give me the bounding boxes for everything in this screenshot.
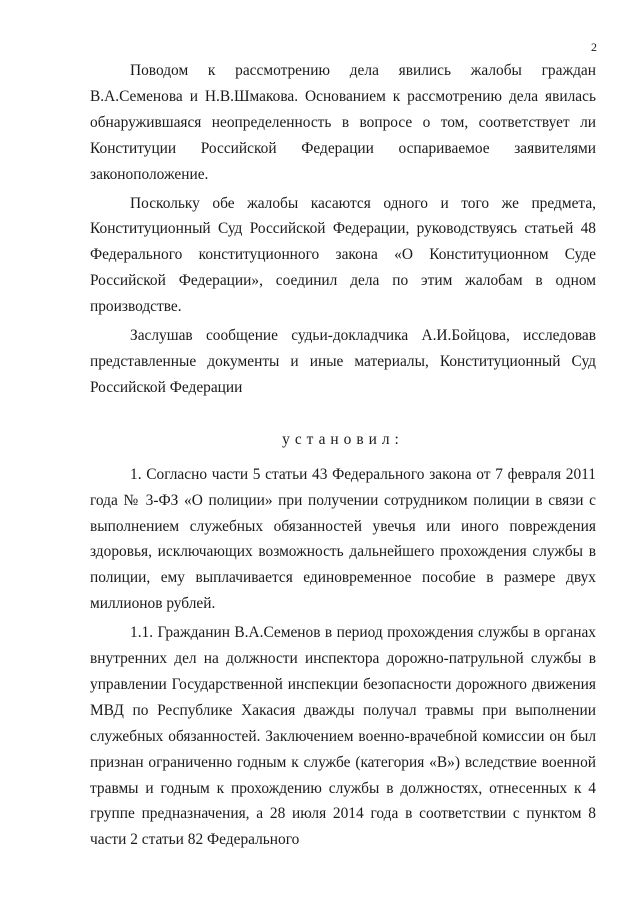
section-1: 1. Согласно части 5 статьи 43 Федерального закона от 7 февраля 2011 года № 3-ФЗ «О полиции» при получении сотрудником полиции в связи с выполнением служебных обязанностей увечья или иного повреждения здоровья, исключающих возможность дальнейшего прохождения службы в полиции, ему выплачивается единовременное пособие в размере двух миллионов рублей.: [90, 465, 596, 613]
paragraph-grounds: Поводом к рассмотрению дела явились жалобы граждан В.А.Семенова и Н.В.Шмакова. Основанием к рассмотрению дела явилась обнаружившаяся неопределенность в вопросе о том, соответствует ли Конституции Российской Федерации оспариваемое заявителями законоположение.: [90, 62, 596, 183]
paragraph-joinder: Поскольку обе жалобы касаются одного и того же предмета, Конституционный Суд Российской Федерации, руководствуясь статьей 48 Федерального конституционного закона «О Конституционном Суде Российской Федерации», соединил дела по этим жалобам в одном производстве.: [90, 194, 596, 316]
paragraph-hearing: Заслушав сообщение судьи-докладчика А.И.Бойцова, исследовав представленные документы и иные материалы, Конституционный Суд Российской Федерации: [90, 327, 596, 396]
page-number: 2: [591, 40, 597, 54]
section-1-1: 1.1. Гражданин В.А.Семенов в период прохождения службы в органах внутренних дел на должности инспектора дорожно-патрульной службы в управлении Государственной инспекции безопасности дорожного движения МВД по Республике Хакасия дважды получал травмы при выполнении служебных обязанностей. Заключением военно-врачебной комиссии он был признан ограниченно годным к службе (категория «В») вследствие военной травмы и годным к прохождению службы в должностях, отнесенных к 4 группе предназначения, а 28 июля 2014 года в соответствии с пунктом 8 части 2 статьи 82 Федерального: [90, 624, 596, 849]
document-body: [90, 58, 596, 853]
section-heading: установил:: [282, 430, 404, 448]
